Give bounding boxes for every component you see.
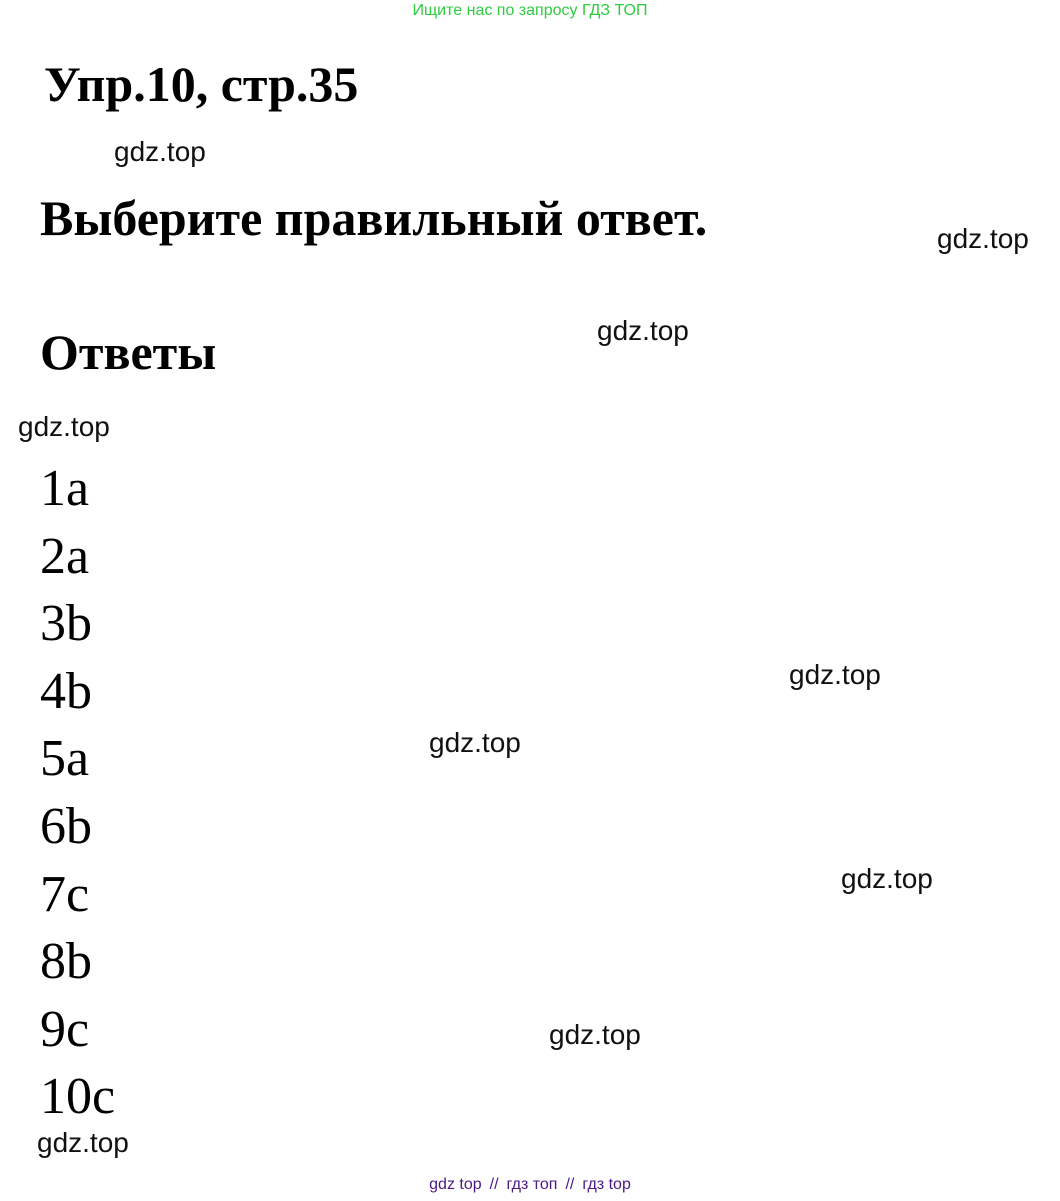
answer-item: 9c — [40, 1000, 90, 1058]
watermark: gdz.top — [114, 136, 206, 167]
footer-link[interactable]: гдз top — [582, 1176, 631, 1193]
watermark: gdz.top — [18, 411, 110, 442]
answer-item: 10c — [40, 1068, 116, 1126]
watermark: gdz.top — [789, 659, 881, 690]
answer-item: 7c — [40, 865, 90, 923]
footer-separator: // — [565, 1176, 575, 1193]
answer-item: 4b — [40, 662, 92, 720]
footer-link[interactable]: гдз топ — [506, 1176, 558, 1193]
footer-link[interactable]: gdz top — [429, 1176, 482, 1193]
watermark: gdz.top — [37, 1127, 129, 1158]
footer-links — [0, 1176, 1060, 1194]
task-instruction: Выберите правильный ответ. — [40, 190, 708, 246]
watermark: gdz.top — [549, 1019, 641, 1050]
answer-item: 2a — [40, 527, 90, 585]
watermark: gdz.top — [841, 863, 933, 894]
answer-item: 8b — [40, 933, 92, 991]
watermark: gdz.top — [429, 727, 521, 758]
answer-item: 6b — [40, 797, 92, 855]
watermark: gdz.top — [937, 223, 1029, 254]
footer-separator: // — [489, 1176, 499, 1193]
answers-heading: Ответы — [40, 324, 217, 380]
page-title: Упр.10, стр.35 — [44, 56, 359, 112]
answer-item: 1a — [40, 460, 90, 517]
watermark: gdz.top — [597, 315, 689, 346]
top-banner[interactable]: Ищите нас по запросу ГДЗ ТОП — [412, 2, 648, 19]
answer-item: 5a — [40, 730, 90, 788]
answers-list — [40, 455, 115, 1131]
answer-item: 3b — [40, 595, 92, 653]
